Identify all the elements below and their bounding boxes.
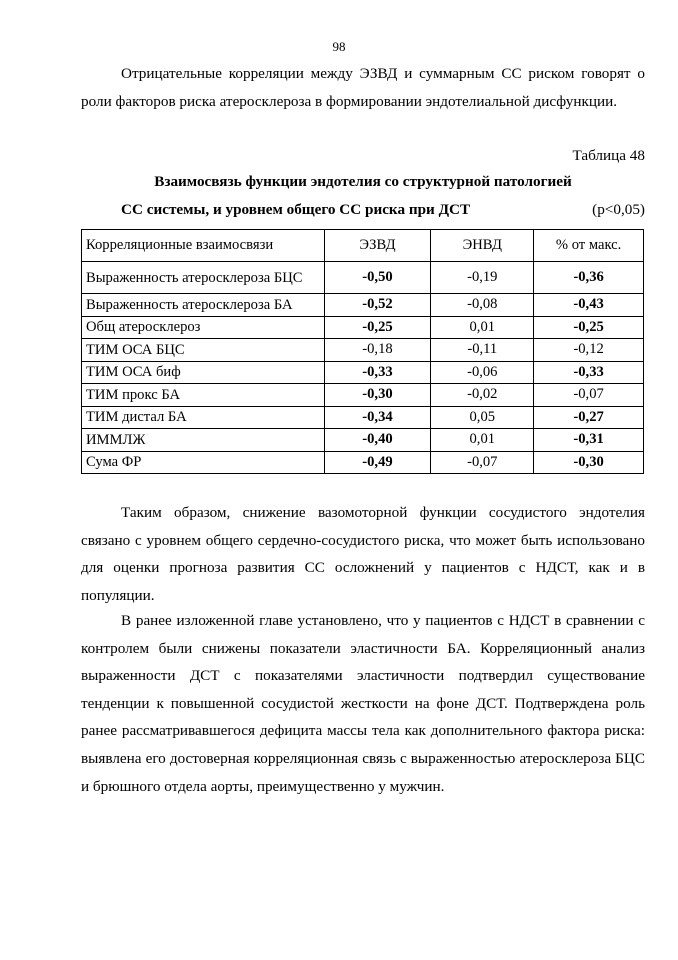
intro-paragraph bbox=[81, 60, 645, 115]
envd-value: -0,07 bbox=[431, 451, 534, 474]
table-label: Таблица 48 bbox=[572, 147, 645, 164]
percent-max-value: -0,36 bbox=[534, 262, 644, 294]
header-ezvd: ЭЗВД bbox=[324, 230, 431, 262]
percent-max-value: -0,31 bbox=[534, 429, 644, 452]
page-number: 98 bbox=[332, 39, 346, 54]
ezvd-value: -0,49 bbox=[324, 451, 431, 474]
table-row bbox=[82, 384, 644, 407]
header-envd: ЭНВД bbox=[431, 230, 534, 262]
correlation-table bbox=[81, 229, 644, 474]
percent-max-value: -0,12 bbox=[534, 339, 644, 362]
percent-max-value: -0,33 bbox=[534, 361, 644, 384]
table-row bbox=[82, 339, 644, 362]
conclusion-paragraph bbox=[81, 499, 645, 609]
row-label: Выраженность атеросклероза БЦС bbox=[82, 262, 325, 294]
conclusion-paragraph-text: Таким образом, снижение вазомоторной функции сосудистого эндотелия связано с уровнем общего сердечно-сосудистого риска, что может быть использовано для оценки прогноза развития СС осложнений у пациентов с НДСТ, как и в популяции. bbox=[81, 504, 645, 604]
envd-value: 0,05 bbox=[431, 406, 534, 429]
ezvd-value: -0,25 bbox=[324, 316, 431, 339]
row-label: ТИМ прокс БА bbox=[82, 384, 325, 407]
percent-max-value: -0,30 bbox=[534, 451, 644, 474]
envd-value: -0,19 bbox=[431, 262, 534, 294]
table-row bbox=[82, 406, 644, 429]
envd-value: -0,06 bbox=[431, 361, 534, 384]
header-percent-max: % от макс. bbox=[534, 230, 644, 262]
row-label: Выраженность атеросклероза БА bbox=[82, 294, 325, 317]
table-row bbox=[82, 361, 644, 384]
elasticity-paragraph bbox=[81, 607, 645, 800]
ezvd-value: -0,30 bbox=[324, 384, 431, 407]
table-row bbox=[82, 316, 644, 339]
table-header-row bbox=[82, 230, 644, 262]
elasticity-paragraph-text: В ранее изложенной главе установлено, что у пациентов с НДСТ в сравнении с контролем были снижены показатели эластичности БА. Корреляционный анализ выраженности ДСТ с показателями эластичности подтвердил существование тенденции к повышенной сосудистой жесткости на фоне ДСТ. Подтверждена роль ранее рассматривавшегося дефицита массы тела как дополнительного фактора риска: выявлена его достоверная корреляционная связь с выраженностью атеросклероза БЦС и брюшного отдела аорты, преимущественно у мужчин. bbox=[81, 612, 645, 795]
ezvd-value: -0,50 bbox=[324, 262, 431, 294]
table-caption-line1: Взаимосвязь функции эндотелия со структурной патологией bbox=[154, 173, 572, 190]
row-label: Общ атеросклероз bbox=[82, 316, 325, 339]
ezvd-value: -0,40 bbox=[324, 429, 431, 452]
intro-paragraph-text: Отрицательные корреляции между ЭЗВД и суммарным СС риском говорят о роли факторов риска атеросклероза в формировании эндотелиальной дисфункции. bbox=[81, 65, 645, 110]
percent-max-value: -0,43 bbox=[534, 294, 644, 317]
ezvd-value: -0,33 bbox=[324, 361, 431, 384]
ezvd-value: -0,18 bbox=[324, 339, 431, 362]
header-correlations: Корреляционные взаимосвязи bbox=[82, 230, 325, 262]
table-row bbox=[82, 451, 644, 474]
envd-value: -0,02 bbox=[431, 384, 534, 407]
significance-note: (p<0,05) bbox=[592, 201, 645, 218]
table-row bbox=[82, 429, 644, 452]
percent-max-value: -0,07 bbox=[534, 384, 644, 407]
percent-max-value: -0,27 bbox=[534, 406, 644, 429]
table-row bbox=[82, 262, 644, 294]
ezvd-value: -0,52 bbox=[324, 294, 431, 317]
envd-value: 0,01 bbox=[431, 316, 534, 339]
table-row bbox=[82, 294, 644, 317]
row-label: ИММЛЖ bbox=[82, 429, 325, 452]
row-label: Сума ФР bbox=[82, 451, 325, 474]
envd-value: 0,01 bbox=[431, 429, 534, 452]
percent-max-value: -0,25 bbox=[534, 316, 644, 339]
row-label: ТИМ дистал БА bbox=[82, 406, 325, 429]
table-caption-line2-text: СС системы, и уровнем общего СС риска при ДСТ bbox=[121, 201, 471, 218]
ezvd-value: -0,34 bbox=[324, 406, 431, 429]
envd-value: -0,11 bbox=[431, 339, 534, 362]
row-label: ТИМ ОСА биф bbox=[82, 361, 325, 384]
envd-value: -0,08 bbox=[431, 294, 534, 317]
row-label: ТИМ ОСА БЦС bbox=[82, 339, 325, 362]
